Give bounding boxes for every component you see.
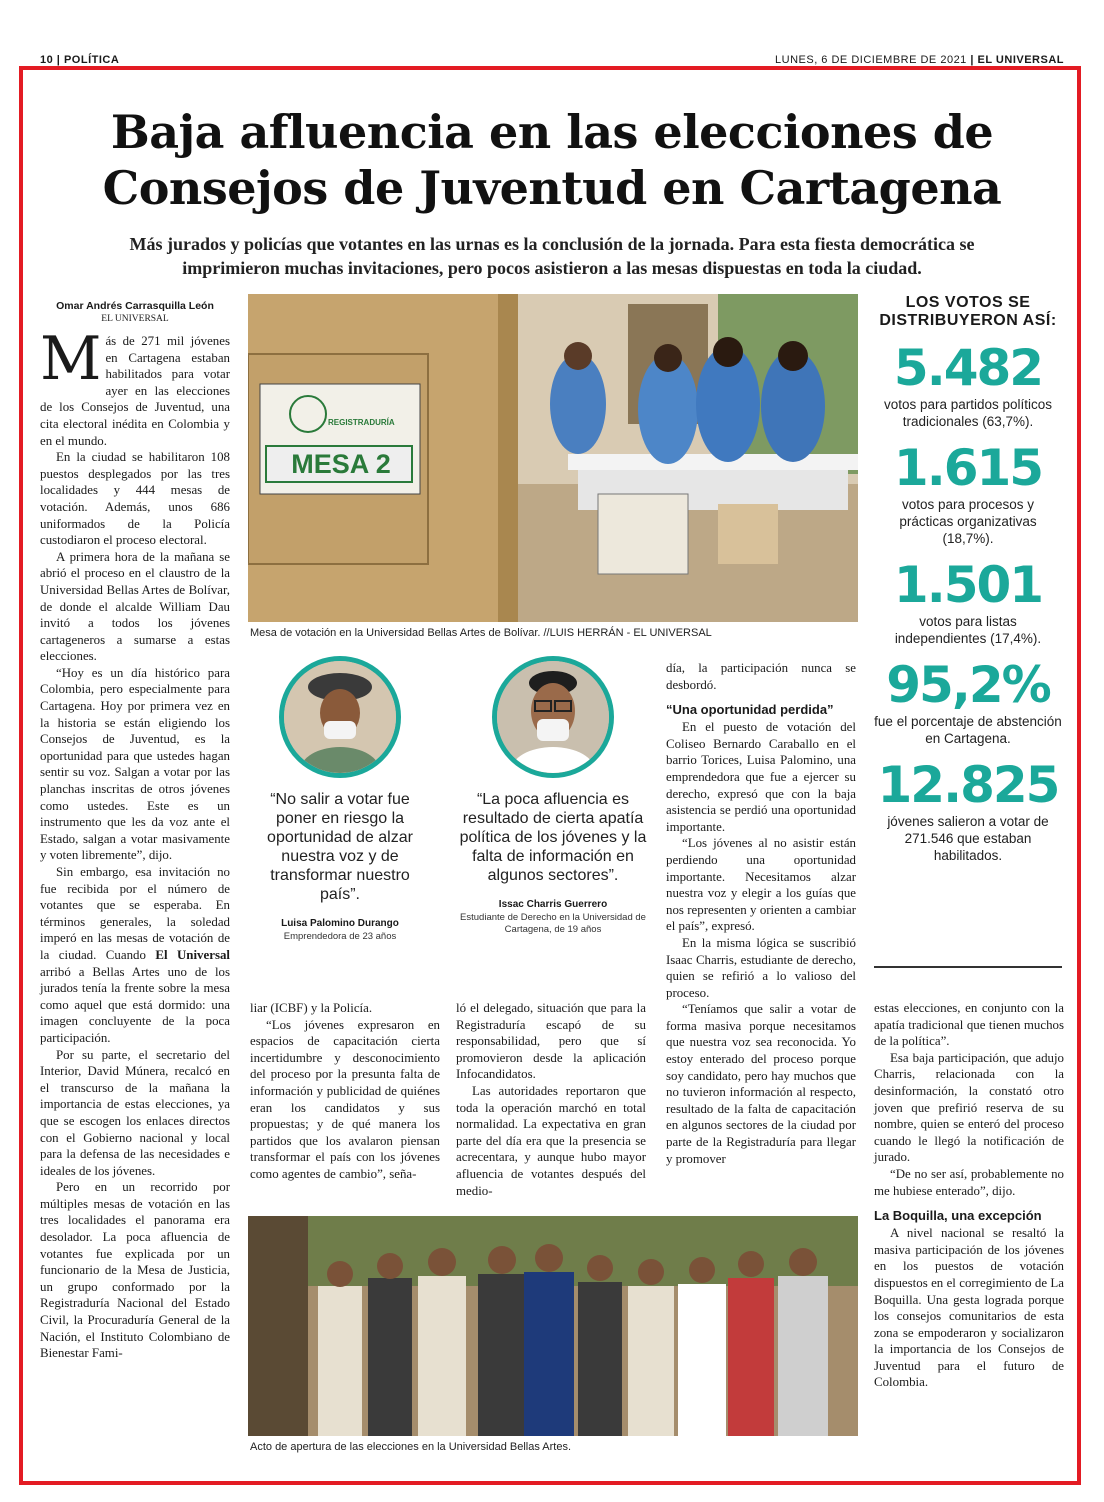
quote-text: “No salir a votar fue poner en riesgo la oportunidad de alzar nuestra voz y de transformar nuestro país”.	[267, 791, 413, 903]
paragraph: A nivel nacional se resaltó la masiva participación de los jóvenes en los puestos de votación dispuestos en el corregimiento de La Boquilla. Una gesta lograda porque los consejos comunitarios de esta zona se empoderaron y socializaron la importancia de los Consejos de Juventud para el futuro de Colombia.	[874, 1226, 1064, 1390]
paragraph: “De no ser así, probablemente no me hubiese enterado”, dijo.	[874, 1166, 1064, 1198]
paragraph: Pero en un recorrido por múltiples mesas de votación en las tres localidades el panorama era desolador. La poca afluencia de votantes fue explicada por un funcionario de la Mesa de Justicia, un grupo conformado por la Registraduría Nacional del Estado Civil, la Procuraduría General de la Nación, el Instituto Colombiano de Bienestar Fami-	[40, 1180, 230, 1361]
quote-role: Estudiante de Derecho en la Universidad de Cartagena, de 19 años	[460, 912, 646, 935]
article-column-4	[666, 660, 856, 1167]
page-section: 10 | POLÍTICA	[40, 54, 120, 66]
paragraph: Esa baja participación, que adujo Charris, relacionada con la desinformación, la constató otro joven que prefirió reserva de su nombre, quien se enteró del proceso cuando le llegó la notificación de jurado.	[874, 1050, 1064, 1165]
subhead: La Boquilla, una excepción	[874, 1208, 1042, 1224]
section-name: POLÍTICA	[63, 54, 120, 66]
stat-value: 12.825	[877, 756, 1059, 814]
quote-issac	[458, 656, 648, 936]
article-column-1	[40, 300, 230, 1480]
portrait-luisa	[279, 656, 401, 778]
vote-stats-sidebar	[874, 294, 1062, 864]
paragraph: estas elecciones, en conjunto con la apatía tradicional que tienen muchos de la política”.	[874, 1001, 1064, 1049]
stat-desc: votos para procesos y prácticas organizativas (18,7%).	[899, 497, 1037, 546]
paragraph: En la ciudad se habilitaron 108 puestos desplegados por las tres localidades y 444 mesas de votación. Además, unos 686 uniformados de la Policía custodiaron el proceso electoral.	[40, 450, 230, 548]
bottom-photo-caption: Acto de apertura de las elecciones en la Universidad Bellas Artes.	[250, 1441, 572, 1453]
quote-name: Issac Charris Guerrero	[498, 899, 608, 910]
article-column-3	[456, 1000, 646, 1199]
byline-author: Omar Andrés Carrasquilla León	[56, 300, 214, 312]
subhead: “Una oportunidad perdida”	[666, 702, 834, 718]
mesa-sign: MESA 2	[291, 449, 391, 479]
main-photo	[248, 294, 858, 622]
stat-desc: jóvenes salieron a votar de 271.546 que estaban habilitados.	[887, 814, 1049, 863]
lead-paragraph: Más de 271 mil jóvenes en Cartagena estaban habilitados para votar ayer en las elecciones de los Consejos de Juventud, una cita electoral inédita en Colombia y en el mundo.	[40, 324, 230, 448]
paragraph: En el puesto de votación del Coliseo Bernardo Caraballo en el barrio Torices, Luisa Palomino, una emprendedora que fue a ejercer su derecho, expresó que con la baja asistencia se perdió una oportunidad importante.	[666, 720, 856, 834]
paragraph: En la misma lógica se suscribió Isaac Charris, estudiante de derecho, quien se refirió a lo valioso del proceso.	[666, 935, 856, 1000]
paragraph: “Teníamos que salir a votar de forma masiva porque necesitamos que nuestra voz sea reconocida. Yo estoy enterado del proceso porque soy candidato, pero hay muchos que no tuvieron información al respecto, resultado de la falta de capacitación en algunos sectores de la ciudad por parte de la Registraduría para llegar y promover	[666, 1002, 856, 1166]
headline: Baja afluencia en las elecciones de Consejos de Juventud en Cartagena	[102, 105, 1002, 215]
sidebar-divider	[874, 966, 1062, 968]
mesa-sign-small: REGISTRADURÍA	[328, 418, 395, 427]
main-photo-caption: Mesa de votación en la Universidad Bellas Artes de Bolívar. //LUIS HERRÁN - EL UNIVERSAL	[250, 627, 712, 639]
paper-name: EL UNIVERSAL	[977, 54, 1064, 66]
quote-role: Emprendedora de 23 años	[283, 931, 397, 942]
stat-value: 1.615	[893, 439, 1043, 497]
stat-desc: votos para partidos políticos tradicionales (63,7%).	[883, 397, 1053, 429]
quote-text: “La poca afluencia es resultado de cierta apatía política de los jóvenes y la falta de información en algunos sectores”.	[459, 791, 647, 884]
page-date-paper: LUNES, 6 DE DICIEMBRE DE 2021 | EL UNIVERSAL	[775, 54, 1064, 66]
page-number: 10	[40, 54, 54, 66]
paragraph: día, la participación nunca se desbordó.	[666, 661, 856, 692]
stat-value: 5.482	[893, 339, 1043, 397]
sidebar-title: LOS VOTOS SE DISTRIBUYERON ASÍ:	[879, 294, 1057, 329]
portrait-issac	[492, 656, 614, 778]
group-photo-illustration	[248, 1216, 858, 1436]
quote-luisa	[256, 656, 424, 943]
stat-desc: fue el porcentaje de abstención en Cartagena.	[874, 714, 1062, 746]
article-column-5	[874, 1000, 1064, 1391]
bottom-photo	[248, 1216, 858, 1436]
article-column-2	[250, 1000, 440, 1183]
paragraph: A primera hora de la mañana se abrió el proceso en el claustro de la Universidad Bellas Artes de Bolívar, de donde el alcalde William Dau invitó a todos los jóvenes cartageneros a sumarse a estas elecciones.	[40, 549, 230, 664]
paragraph: Por su parte, el secretario del Interior, David Múnera, recalcó en el transcurso de la mañana la importancia de estas elecciones, ya que se escogen los enlaces directos con el Gobierno nacional y local para la defensa de las necesidades e ideales de los jóvenes.	[40, 1047, 230, 1178]
paper-mention: El Universal	[155, 947, 230, 962]
person-icon	[497, 661, 609, 773]
paragraph: “Hoy es un día histórico para Colombia, pero especialmente para Cartagena. Hoy por primera vez en la historia se están eligiendo los Consejos de Juventud, es la oportunidad para que ustedes hagan sentir su voz. Salgan a votar por las planchas inscritas de otros jóvenes como ustedes. Este es un instrumento que les da voz ante el Estado, salgan a votar masivamente y voten libremente”, dijo.	[40, 665, 230, 863]
stat-value: 1.501	[893, 556, 1043, 614]
paragraph: liar (ICBF) y la Policía.	[250, 1001, 373, 1015]
paragraph: “Los jóvenes al no asistir están perdiendo una oportunidad importante. Necesitamos alzar nuestra voz y elegir a los guías que nos representen y orienten a cambiar el país”, expresó.	[666, 836, 856, 934]
paragraph: Las autoridades reportaron que toda la operación marchó en total normalidad. La expectativa en gran parte del día era que la presencia se acrecentara, y aunque hubo mayor afluencia de votantes después del medio-	[456, 1083, 646, 1198]
page-date: LUNES, 6 DE DICIEMBRE DE 2021	[775, 54, 967, 66]
deck: Más jurados y policías que votantes en las urnas es la conclusión de la jornada. Para esta fiesta democrática se imprimieron muchas invitaciones, pero pocos asistieron a las mesas dispuestas en toda la ciudad.	[129, 234, 975, 278]
dropcap: M	[40, 324, 102, 394]
byline-outlet: EL UNIVERSAL	[101, 314, 169, 324]
paragraph: Sin embargo, esa invitación no fue recibida por el número de votantes que se esperaba. En términos generales, la soledad imperó en las mesas de votación de la ciudad. Cuando El Universal arribó a Bellas Artes uno de los jurados tenía la frente sobre la mesa como aquel que está dormido: una imagen concluyente de la poca participación.	[40, 865, 230, 1045]
stat-desc: votos para listas independientes (17,4%).	[894, 614, 1042, 646]
stat-value: 95,2%	[886, 656, 1050, 714]
paragraph: “Los jóvenes expresaron en espacios de capacitación cierta incertidumbre y desconocimiento del proceso por la presunta falta de información y publicidad de quiénes eran los candidatos y sus propuestas; y de qué manera los partidos que los avalaron piensan transformar el país con los jóvenes como agentes de cambio”, seña-	[250, 1017, 440, 1181]
quote-name: Luisa Palomino Durango	[281, 918, 399, 929]
paragraph: ló el delegado, situación que para la Registraduría escapó de su responsabilidad, pero que sí promovieron desde la aplicación Infocandidatos.	[456, 1001, 646, 1082]
person-icon	[284, 661, 396, 773]
